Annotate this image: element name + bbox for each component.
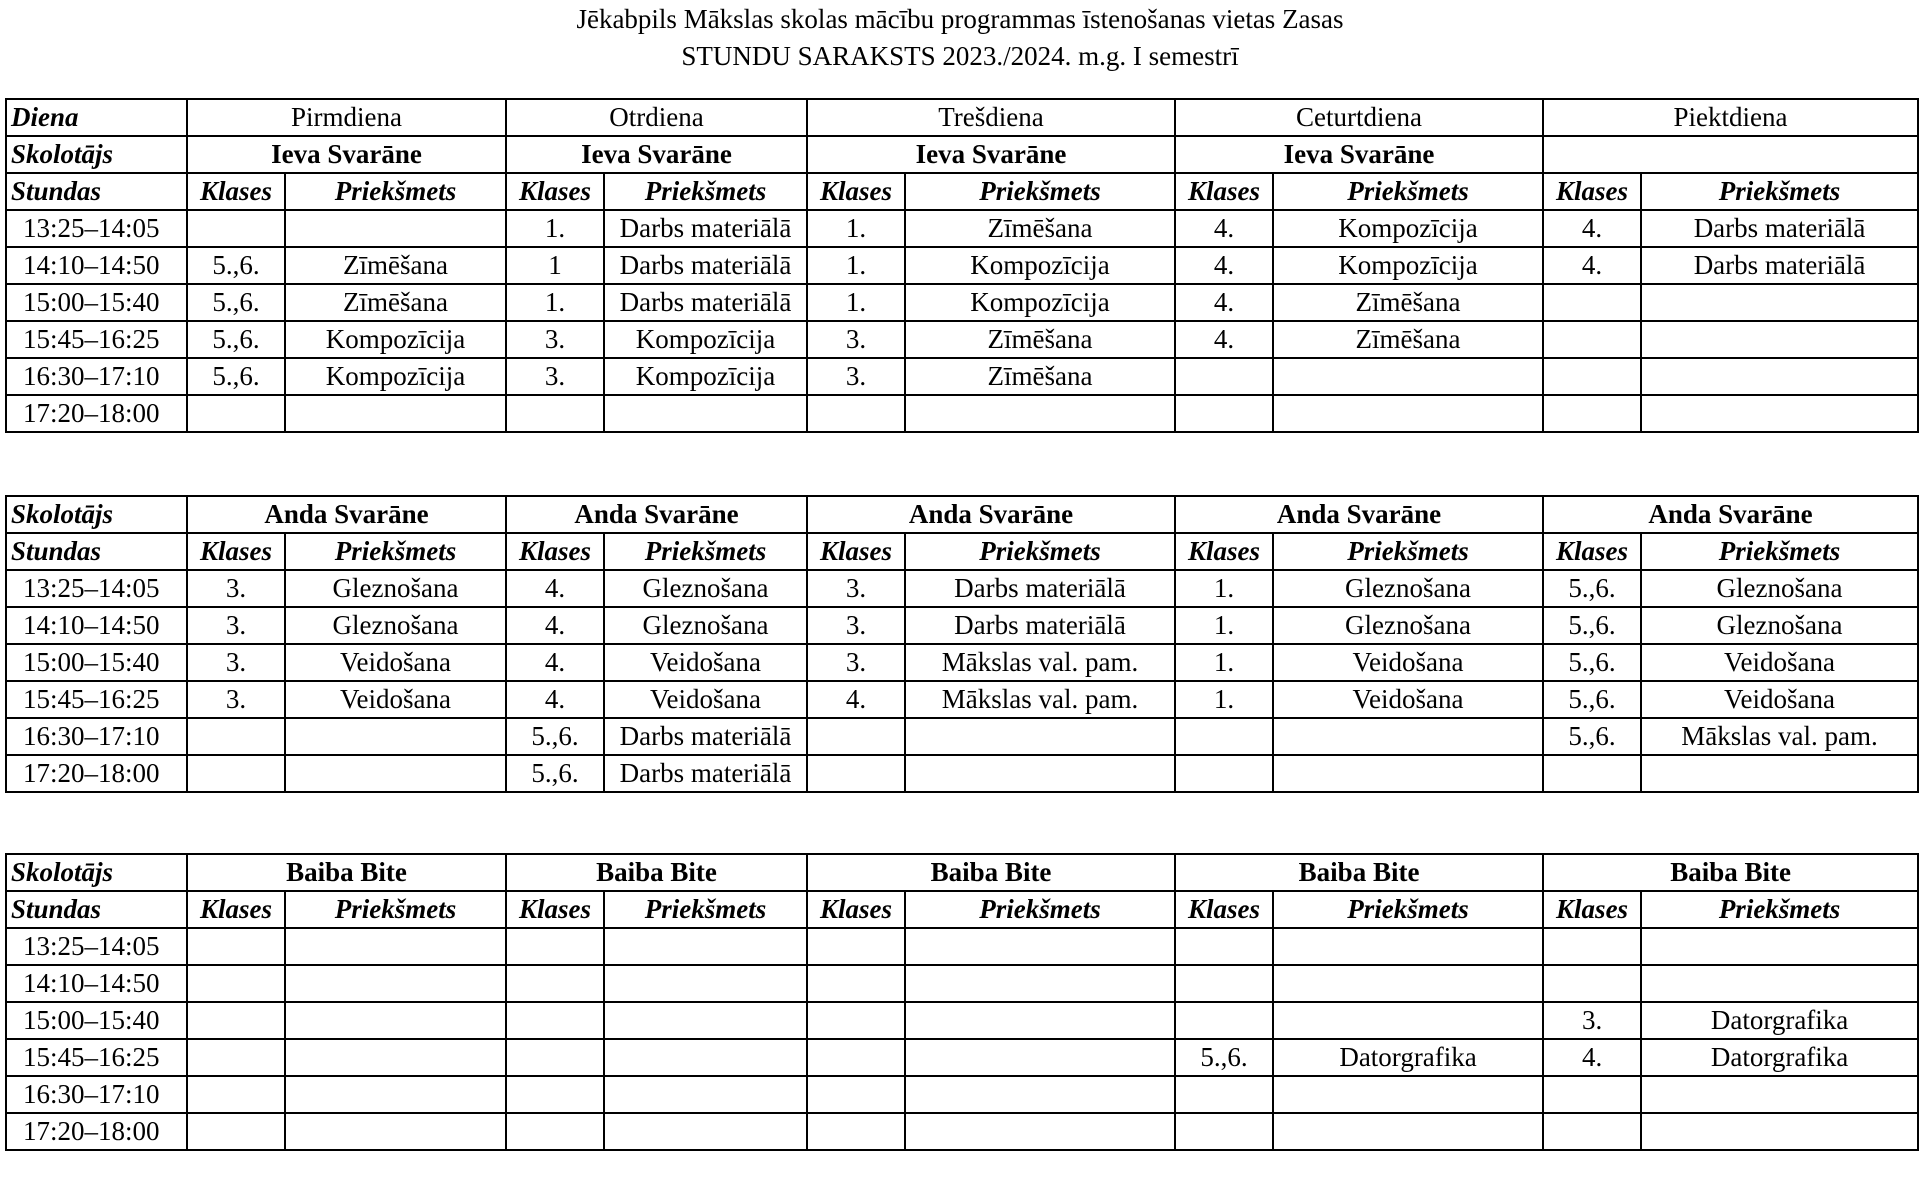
subject-cell [905,1076,1175,1113]
class-cell: 1. [506,284,604,321]
time-slot: 15:00–15:40 [6,284,187,321]
subject-cell: Gleznošana [604,607,807,644]
schedule-table-2 [5,495,1919,793]
subject-cell [1641,1076,1918,1113]
prieksmets-header: Priekšmets [604,173,807,210]
class-cell [506,928,604,965]
class-cell: 5.,6. [1543,644,1641,681]
class-cell: 3. [807,358,905,395]
subject-cell: Datorgrafika [1273,1039,1543,1076]
subject-cell [604,1076,807,1113]
class-cell [807,928,905,965]
class-cell [1543,321,1641,358]
subject-cell [1273,395,1543,432]
day-header: Otrdiena [506,99,807,136]
subject-cell [285,965,506,1002]
subject-cell [1273,1002,1543,1039]
time-slot: 16:30–17:10 [6,358,187,395]
class-cell: 4. [1175,210,1273,247]
class-cell: 5.,6. [187,321,285,358]
prieksmets-header: Priekšmets [1273,891,1543,928]
subject-cell [905,1039,1175,1076]
subject-cell [1273,755,1543,792]
class-cell: 3. [807,607,905,644]
subject-cell: Kompozīcija [905,247,1175,284]
subject-cell [285,755,506,792]
class-cell: 5.,6. [1543,570,1641,607]
class-cell [1175,1113,1273,1150]
table-row [6,607,1918,644]
class-cell [1175,358,1273,395]
table-row [6,247,1918,284]
subject-cell: Datorgrafika [1641,1039,1918,1076]
class-cell [1543,1076,1641,1113]
subject-cell: Zīmēšana [905,210,1175,247]
subject-cell [285,210,506,247]
class-cell: 5.,6. [1543,607,1641,644]
class-cell [187,928,285,965]
class-cell: 5.,6. [506,718,604,755]
table-row [6,965,1918,1002]
klases-header: Klases [506,891,604,928]
class-cell [1175,1002,1273,1039]
class-cell [187,395,285,432]
subject-cell [1273,1076,1543,1113]
class-cell: 4. [506,644,604,681]
skolotajs-label: Skolotājs [6,496,187,533]
class-cell [1175,755,1273,792]
class-cell [1175,1076,1273,1113]
class-cell [1543,395,1641,432]
teacher-name: Baiba Bite [807,854,1175,891]
subject-cell: Gleznošana [1273,607,1543,644]
class-cell: 1 [506,247,604,284]
document-title: Jēkabpils Mākslas skolas mācību programmas īstenošanas vietas Zasas [576,4,1344,34]
prieksmets-header: Priekšmets [1641,173,1918,210]
subject-cell [1273,928,1543,965]
klases-header: Klases [807,533,905,570]
class-cell: 1. [1175,644,1273,681]
class-cell: 5.,6. [506,755,604,792]
time-slot: 14:10–14:50 [6,607,187,644]
teacher-name: Anda Svarāne [807,496,1175,533]
klases-header: Klases [1175,173,1273,210]
class-cell [187,1002,285,1039]
class-cell: 4. [506,681,604,718]
subject-cell [1641,321,1918,358]
subject-cell [604,965,807,1002]
subject-cell: Gleznošana [604,570,807,607]
subject-cell: Veidošana [1641,681,1918,718]
subject-cell: Darbs materiālā [1641,210,1918,247]
subject-cell: Zīmēšana [905,321,1175,358]
subject-cell [1641,755,1918,792]
teacher-name [1543,136,1918,173]
prieksmets-header: Priekšmets [285,891,506,928]
subject-cell [1641,358,1918,395]
teacher-row [6,496,1918,533]
class-cell: 4. [807,681,905,718]
time-slot: 17:20–18:00 [6,1113,187,1150]
subject-cell: Veidošana [1273,644,1543,681]
class-cell [187,1076,285,1113]
class-cell [1175,965,1273,1002]
subject-cell: Darbs materiālā [604,718,807,755]
prieksmets-header: Priekšmets [604,891,807,928]
subject-cell: Kompozīcija [604,358,807,395]
teacher-name: Anda Svarāne [1543,496,1918,533]
day-header: Piektdiena [1543,99,1918,136]
subject-cell: Darbs materiālā [905,570,1175,607]
klases-header: Klases [1175,891,1273,928]
class-cell: 3. [187,644,285,681]
klases-header: Klases [1175,533,1273,570]
schedule-table-1 [5,98,1919,433]
subject-cell [285,1002,506,1039]
class-cell [187,1113,285,1150]
class-cell: 1. [807,284,905,321]
subject-cell [1641,284,1918,321]
class-cell: 5.,6. [1543,718,1641,755]
prieksmets-header: Priekšmets [1273,533,1543,570]
subject-cell: Zīmēšana [905,358,1175,395]
column-header-row [6,891,1918,928]
class-cell [1543,358,1641,395]
time-slot: 13:25–14:05 [6,928,187,965]
time-slot: 15:00–15:40 [6,644,187,681]
class-cell [807,755,905,792]
class-cell: 3. [187,607,285,644]
table-row [6,681,1918,718]
subject-cell: Veidošana [604,681,807,718]
class-cell: 3. [187,681,285,718]
class-cell [807,1039,905,1076]
day-header: Pirmdiena [187,99,506,136]
subject-cell: Zīmēšana [285,247,506,284]
table-row [6,284,1918,321]
subject-cell: Kompozīcija [285,358,506,395]
prieksmets-header: Priekšmets [1641,533,1918,570]
subject-cell [285,718,506,755]
class-cell [1543,1113,1641,1150]
class-cell: 1. [807,247,905,284]
table-row [6,358,1918,395]
class-cell [1543,928,1641,965]
class-cell: 1. [1175,570,1273,607]
class-cell: 1. [1175,681,1273,718]
subject-cell: Veidošana [1273,681,1543,718]
subject-cell [905,965,1175,1002]
klases-header: Klases [807,891,905,928]
subject-cell: Datorgrafika [1641,1002,1918,1039]
skolotajs-label: Skolotājs [6,854,187,891]
klases-header: Klases [1543,173,1641,210]
prieksmets-header: Priekšmets [285,173,506,210]
teacher-name: Ieva Svarāne [807,136,1175,173]
table-row [6,321,1918,358]
class-cell [506,1076,604,1113]
subject-cell: Kompozīcija [604,321,807,358]
subject-cell: Kompozīcija [1273,210,1543,247]
class-cell: 4. [1175,247,1273,284]
prieksmets-header: Priekšmets [1273,173,1543,210]
class-cell [1175,395,1273,432]
class-cell: 3. [807,570,905,607]
subject-cell [905,1113,1175,1150]
class-cell [506,395,604,432]
class-cell [187,1039,285,1076]
class-cell: 1. [807,210,905,247]
class-cell [807,1113,905,1150]
stundas-label: Stundas [6,533,187,570]
prieksmets-header: Priekšmets [905,533,1175,570]
teacher-name: Ieva Svarāne [506,136,807,173]
teacher-name: Anda Svarāne [1175,496,1543,533]
day-header: Ceturtdiena [1175,99,1543,136]
class-cell: 5.,6. [1175,1039,1273,1076]
subject-cell: Gleznošana [285,570,506,607]
subject-cell: Veidošana [285,644,506,681]
subject-cell: Darbs materiālā [905,607,1175,644]
class-cell [1543,965,1641,1002]
subject-cell: Kompozīcija [1273,247,1543,284]
days-row [6,99,1918,136]
subject-cell: Gleznošana [1641,570,1918,607]
time-slot: 15:45–16:25 [6,321,187,358]
prieksmets-header: Priekšmets [285,533,506,570]
table-row [6,1039,1918,1076]
class-cell: 4. [1175,284,1273,321]
subject-cell: Gleznošana [285,607,506,644]
subject-cell: Darbs materiālā [604,210,807,247]
subject-cell [1273,358,1543,395]
day-header: Trešdiena [807,99,1175,136]
teacher-row [6,854,1918,891]
table-row [6,718,1918,755]
class-cell: 4. [1543,210,1641,247]
klases-header: Klases [1543,533,1641,570]
teacher-name: Baiba Bite [506,854,807,891]
table-row [6,928,1918,965]
subject-cell [604,395,807,432]
subject-cell: Veidošana [604,644,807,681]
prieksmets-header: Priekšmets [905,891,1175,928]
teacher-name: Anda Svarāne [187,496,506,533]
subject-cell: Veidošana [1641,644,1918,681]
class-cell: 4. [1543,1039,1641,1076]
teacher-name: Baiba Bite [187,854,506,891]
time-slot: 15:45–16:25 [6,1039,187,1076]
teacher-name: Ieva Svarāne [1175,136,1543,173]
table-row [6,755,1918,792]
subject-cell [905,718,1175,755]
class-cell: 4. [506,570,604,607]
class-cell [506,1039,604,1076]
table-row [6,1002,1918,1039]
subject-cell: Darbs materiālā [604,247,807,284]
subject-cell [285,1039,506,1076]
table-row [6,210,1918,247]
class-cell: 4. [1543,247,1641,284]
time-slot: 13:25–14:05 [6,570,187,607]
document-subtitle: STUNDU SARAKSTS 2023./2024. m.g. I semestrī [681,41,1239,71]
subject-cell: Mākslas val. pam. [1641,718,1918,755]
subject-cell: Zīmēšana [1273,321,1543,358]
time-slot: 15:00–15:40 [6,1002,187,1039]
class-cell: 5.,6. [187,247,285,284]
class-cell: 3. [807,321,905,358]
time-slot: 13:25–14:05 [6,210,187,247]
class-cell: 3. [506,358,604,395]
subject-cell: Mākslas val. pam. [905,644,1175,681]
class-cell [807,1076,905,1113]
class-cell [187,718,285,755]
subject-cell [1273,965,1543,1002]
class-cell: 4. [506,607,604,644]
class-cell [807,1002,905,1039]
class-cell [506,1002,604,1039]
subject-cell [285,928,506,965]
teacher-row [6,136,1918,173]
class-cell: 3. [807,644,905,681]
class-cell: 5.,6. [187,284,285,321]
subject-cell [905,395,1175,432]
skolotajs-label: Skolotājs [6,136,187,173]
class-cell: 4. [1175,321,1273,358]
prieksmets-header: Priekšmets [604,533,807,570]
subject-cell: Zīmēšana [285,284,506,321]
class-cell [506,965,604,1002]
class-cell: 5.,6. [1543,681,1641,718]
subject-cell [1273,718,1543,755]
subject-cell [604,1002,807,1039]
class-cell [187,965,285,1002]
subject-cell: Gleznošana [1641,607,1918,644]
class-cell [1543,284,1641,321]
klases-header: Klases [506,173,604,210]
time-slot: 17:20–18:00 [6,395,187,432]
class-cell: 1. [506,210,604,247]
subject-cell [285,1113,506,1150]
subject-cell [285,395,506,432]
time-slot: 15:45–16:25 [6,681,187,718]
klases-header: Klases [506,533,604,570]
klases-header: Klases [187,173,285,210]
class-cell: 3. [1543,1002,1641,1039]
table-row [6,644,1918,681]
klases-header: Klases [1543,891,1641,928]
prieksmets-header: Priekšmets [1641,891,1918,928]
class-cell [807,718,905,755]
subject-cell [905,1002,1175,1039]
class-cell: 3. [506,321,604,358]
subject-cell [604,1039,807,1076]
time-slot: 14:10–14:50 [6,965,187,1002]
teacher-name: Anda Svarāne [506,496,807,533]
column-header-row [6,533,1918,570]
class-cell [1175,718,1273,755]
subject-cell [1273,1113,1543,1150]
klases-header: Klases [187,533,285,570]
time-slot: 16:30–17:10 [6,718,187,755]
klases-header: Klases [807,173,905,210]
klases-header: Klases [187,891,285,928]
subject-cell: Darbs materiālā [604,755,807,792]
stundas-label: Stundas [6,891,187,928]
class-cell [187,755,285,792]
subject-cell: Mākslas val. pam. [905,681,1175,718]
subject-cell [1641,965,1918,1002]
table-row [6,1076,1918,1113]
time-slot: 16:30–17:10 [6,1076,187,1113]
class-cell [807,965,905,1002]
class-cell [1543,755,1641,792]
subject-cell: Kompozīcija [905,284,1175,321]
class-cell: 3. [187,570,285,607]
subject-cell [285,1076,506,1113]
subject-cell [1641,1113,1918,1150]
subject-cell [1641,395,1918,432]
subject-cell [1641,928,1918,965]
prieksmets-header: Priekšmets [905,173,1175,210]
table-row [6,395,1918,432]
class-cell: 1. [1175,607,1273,644]
subject-cell [604,928,807,965]
time-slot: 17:20–18:00 [6,755,187,792]
subject-cell: Zīmēšana [1273,284,1543,321]
teacher-name: Baiba Bite [1175,854,1543,891]
class-cell [807,395,905,432]
subject-cell [905,928,1175,965]
table-row [6,1113,1918,1150]
subject-cell: Darbs materiālā [1641,247,1918,284]
subject-cell: Veidošana [285,681,506,718]
subject-cell: Gleznošana [1273,570,1543,607]
teacher-name: Ieva Svarāne [187,136,506,173]
subject-cell: Kompozīcija [285,321,506,358]
table-row [6,570,1918,607]
class-cell [506,1113,604,1150]
subject-cell [604,1113,807,1150]
stundas-label: Stundas [6,173,187,210]
column-header-row [6,173,1918,210]
class-cell [187,210,285,247]
subject-cell: Darbs materiālā [604,284,807,321]
subject-cell [905,755,1175,792]
class-cell: 5.,6. [187,358,285,395]
time-slot: 14:10–14:50 [6,247,187,284]
teacher-name: Baiba Bite [1543,854,1918,891]
class-cell [1175,928,1273,965]
diena-label: Diena [6,99,187,136]
schedule-table-3 [5,853,1919,1151]
